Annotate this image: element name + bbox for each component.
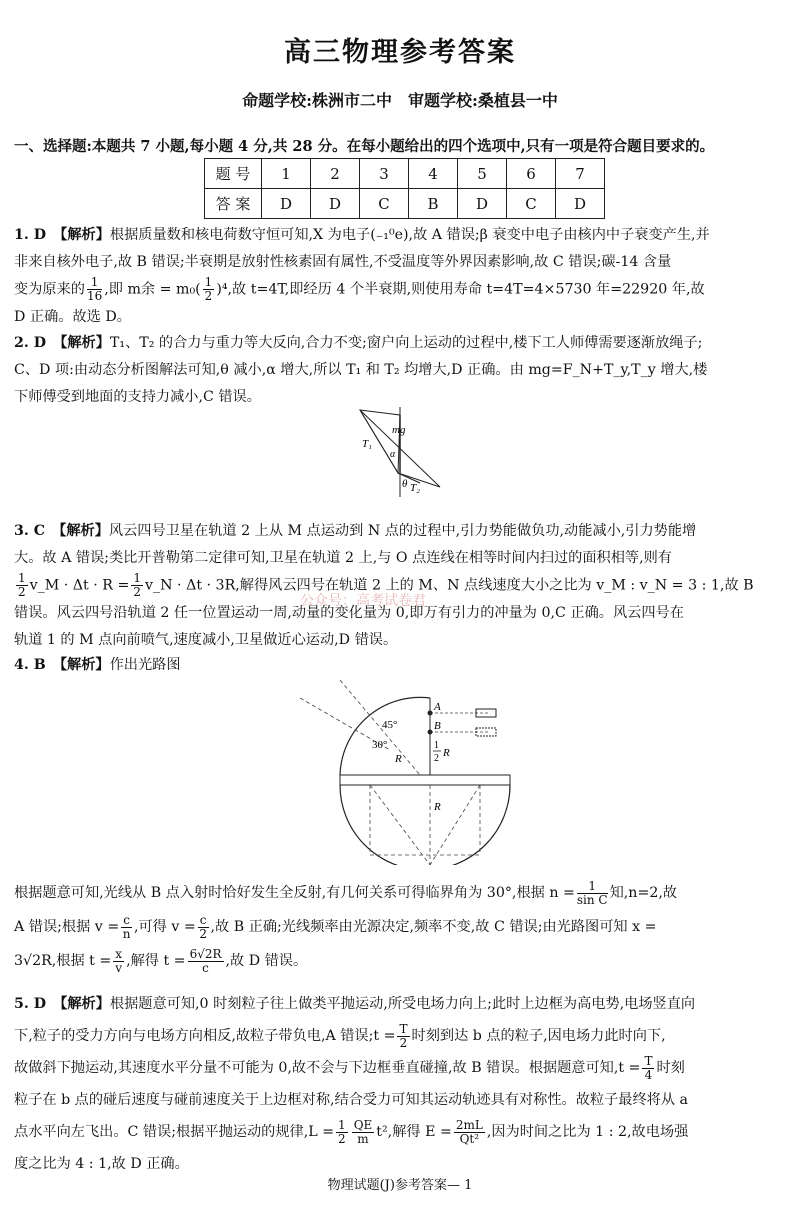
analysis-tag: 【解析】	[60, 996, 110, 1012]
solution-text: ,因为时间之比为 1 : 2,故电场强	[486, 1124, 689, 1140]
table-row	[205, 159, 605, 189]
solution-text: A 错误;根据 v =	[14, 919, 120, 935]
answer-cell: C	[507, 189, 556, 219]
solution-text: T₁、T₂ 的合力与重力等大反向,合力不变;窗户向上运动的过程中,楼下工人师傅需要逐渐放绳子;	[109, 335, 703, 351]
question-number-cell: 1	[262, 159, 311, 189]
fraction: $\frac{c}{2}$	[199, 912, 207, 941]
point-a-label: A	[434, 701, 441, 713]
solution-text: 作出光路图	[109, 657, 181, 673]
solution-text: 根据质量数和核电荷数守恒可知,X 为电子(₋₁⁰e),故 A 错误;β 衰变中电子由核内中子衰变产生,并	[109, 227, 710, 243]
solution-text: 知,n=2,故	[609, 885, 678, 901]
solution-text: D 正确。故选 D。	[14, 308, 131, 325]
fraction: $\frac{2mL}{\text{Qt²}}$	[455, 1117, 483, 1146]
solution-text: C、D 项:由动态分析图解法可知,θ 减小,α 增大,所以 T₁ 和 T₂ 均增大,D 正确。由 mg=F_N+T_y,T_y 增大,楼	[14, 362, 708, 378]
fraction: $\frac{1}{\text{sin C}}$	[576, 878, 608, 907]
point-b-label: B	[434, 720, 441, 732]
radius-label: R	[395, 753, 402, 765]
question-number-cell: 4	[409, 159, 458, 189]
solution-text: )⁴,故 t=4T,即经历 4 个半衰期,则使用寿命 t=4T=4×5730 年=22920 年,故	[216, 281, 705, 298]
fraction: $\frac{T}{2}$	[399, 1021, 408, 1050]
theta-label: θ	[402, 478, 408, 490]
table-header-cell: 答 案	[205, 189, 262, 219]
page-footer: 物理试题(J)参考答案— 1	[327, 1178, 473, 1193]
angle-30-label: 30°	[372, 739, 388, 751]
solution-text: v_N · Δt · 3R,解得风云四号在轨道 2 上的 M、N 点线速度大小之比为 v_M : v_N = 3 : 1,故 B	[145, 577, 754, 594]
solution-4	[14, 652, 786, 679]
solution-text: 时刻	[656, 1060, 685, 1076]
solution-text: 根据题意可知,光线从 B 点入射时恰好发生全反射,有几何关系可得临界角为 30°,根据 n =	[14, 885, 575, 901]
solution-1	[14, 222, 786, 331]
question-number: 3. C	[14, 523, 46, 539]
half-radius-num: 1	[434, 740, 439, 751]
t2-label: T₂	[410, 482, 420, 494]
question-number: 4. B	[14, 657, 46, 673]
solution-text: 大。故 A 错误;类比开普勒第二定律可知,卫星在轨道 2 上,与 O 点连线在相等时间内扫过的面积相等,则有	[14, 550, 672, 566]
table-row	[205, 189, 605, 219]
answer-cell: D	[311, 189, 360, 219]
solution-text: 下,粒子的受力方向与电场方向相反,故粒子带负电,A 错误;t =	[14, 1028, 396, 1044]
section-heading: 一、选择题:本题共 7 小题,每小题 4 分,共 28 分。在每小题给出的四个选项中,只有一项是符合题目要求的。	[14, 138, 715, 155]
analysis-tag: 【解析】	[59, 523, 109, 539]
solution-text: 错误。风云四号沿轨道 2 任一位置运动一周,动量的变化量为 0,即万有引力的冲量为 0,C 正确。风云四号在	[14, 604, 684, 621]
watermark: 公众号：高考试卷君	[300, 593, 426, 609]
half-radius-r: R	[443, 747, 450, 759]
question-number-cell: 7	[556, 159, 605, 189]
question-number-cell: 3	[360, 159, 409, 189]
solution-text: 粒子在 b 点的碰后速度与碰前速度关于上边框对称,结合受力可知其运动轨迹具有对称性。故粒子最终将从 a	[14, 1092, 689, 1108]
solution-text: 根据题意可知,0 时刻粒子往上做类平抛运动,所受电场力向上;此时上边框为高电势,电场竖直向	[109, 996, 696, 1012]
question-number: 1. D	[14, 227, 47, 243]
solution-text: 非来自核外电子,故 B 错误;半衰期是放射性核素固有属性,不受温度等外界因素影响,故 C 错误;碳-14 含量	[14, 254, 672, 270]
answer-cell: D	[262, 189, 311, 219]
answer-cell: D	[458, 189, 507, 219]
solution-2	[14, 330, 786, 411]
answer-cell: D	[556, 189, 605, 219]
solution-text: 变为原来的	[14, 281, 85, 298]
solution-text: 下师傅受到地面的支持力减小,C 错误。	[14, 389, 261, 405]
question-number: 5. D	[14, 996, 47, 1012]
question-number-cell: 5	[458, 159, 507, 189]
fraction: $\frac{6√2R}{c}$	[189, 946, 222, 975]
solution-text: ,即 m余 = m₀(	[104, 281, 201, 298]
question-number-cell: 6	[507, 159, 556, 189]
solution-text: ,故 B 正确;光线频率由光源决定,频率不变,故 C 错误;由光路图可知 x =	[210, 919, 657, 935]
half-radius-den: 2	[434, 753, 439, 764]
solution-text: 轨道 1 的 M 点向前喷气,速度减小,卫星做近心运动,D 错误。	[14, 631, 398, 648]
radius-label-lower: R	[434, 801, 441, 813]
question-number: 2. D	[14, 335, 47, 351]
analysis-tag: 【解析】	[59, 657, 110, 673]
fraction: $\frac{1}{2}$	[338, 1117, 346, 1146]
solution-5	[14, 988, 786, 1180]
fraction: $\frac{QE}{m}$	[353, 1117, 373, 1146]
answer-table	[204, 158, 605, 219]
alpha-label: α	[390, 449, 396, 460]
answer-cell: B	[409, 189, 458, 219]
solution-4-continued	[14, 876, 786, 978]
page-title: 高三物理参考答案	[284, 37, 516, 68]
force-diagram	[350, 405, 450, 500]
solution-text: ,故 D 错误。	[225, 953, 308, 969]
solution-text: 时刻到达 b 点的粒子,因电场力此时向下,	[411, 1028, 666, 1044]
solution-3	[14, 518, 786, 654]
fraction: $\frac{1}{2}$	[133, 571, 142, 599]
fraction: $\frac{T}{4}$	[644, 1053, 653, 1082]
solution-text: 故做斜下抛运动,其速度水平分量不可能为 0,故不会与下边框垂直碰撞,故 B 错误。根据题意可知,t =	[14, 1060, 641, 1076]
table-header-cell: 题 号	[205, 159, 262, 189]
solution-text: v_M · Δt · R =	[29, 577, 130, 594]
solution-text: 度之比为 4 : 1,故 D 正确。	[14, 1156, 189, 1172]
angle-45-label: 45°	[382, 719, 398, 731]
page-subtitle: 命题学校:株洲市二中 审题学校:桑植县一中	[242, 91, 558, 110]
fraction: $\frac{c}{n}$	[122, 912, 131, 941]
mg-label: mg	[392, 424, 406, 436]
fraction: $\frac{1}{16}$	[86, 275, 103, 303]
solution-text: 风云四号卫星在轨道 2 上从 M 点运动到 N 点的过程中,引力势能做负功,动能减小,引力势能增	[108, 523, 697, 539]
answer-cell: C	[360, 189, 409, 219]
solution-text: 点水平向左飞出。C 错误;根据平抛运动的规律,L =	[14, 1124, 335, 1140]
fraction: $\frac{x}{v}$	[115, 946, 123, 975]
t1-label: T₁	[362, 438, 372, 450]
light-path-diagram	[300, 680, 520, 865]
solution-text: ,解得 t =	[126, 953, 186, 969]
fraction: $\frac{1}{2}$	[204, 275, 213, 303]
analysis-tag: 【解析】	[60, 227, 110, 243]
solution-text: 3√2R,根据 t =	[14, 953, 112, 969]
solution-text: ,可得 v =	[133, 919, 196, 935]
analysis-tag: 【解析】	[60, 335, 110, 351]
fraction: $\frac{1}{2}$	[18, 571, 26, 599]
question-number-cell: 2	[311, 159, 360, 189]
solution-text: t²,解得 E =	[376, 1124, 452, 1140]
